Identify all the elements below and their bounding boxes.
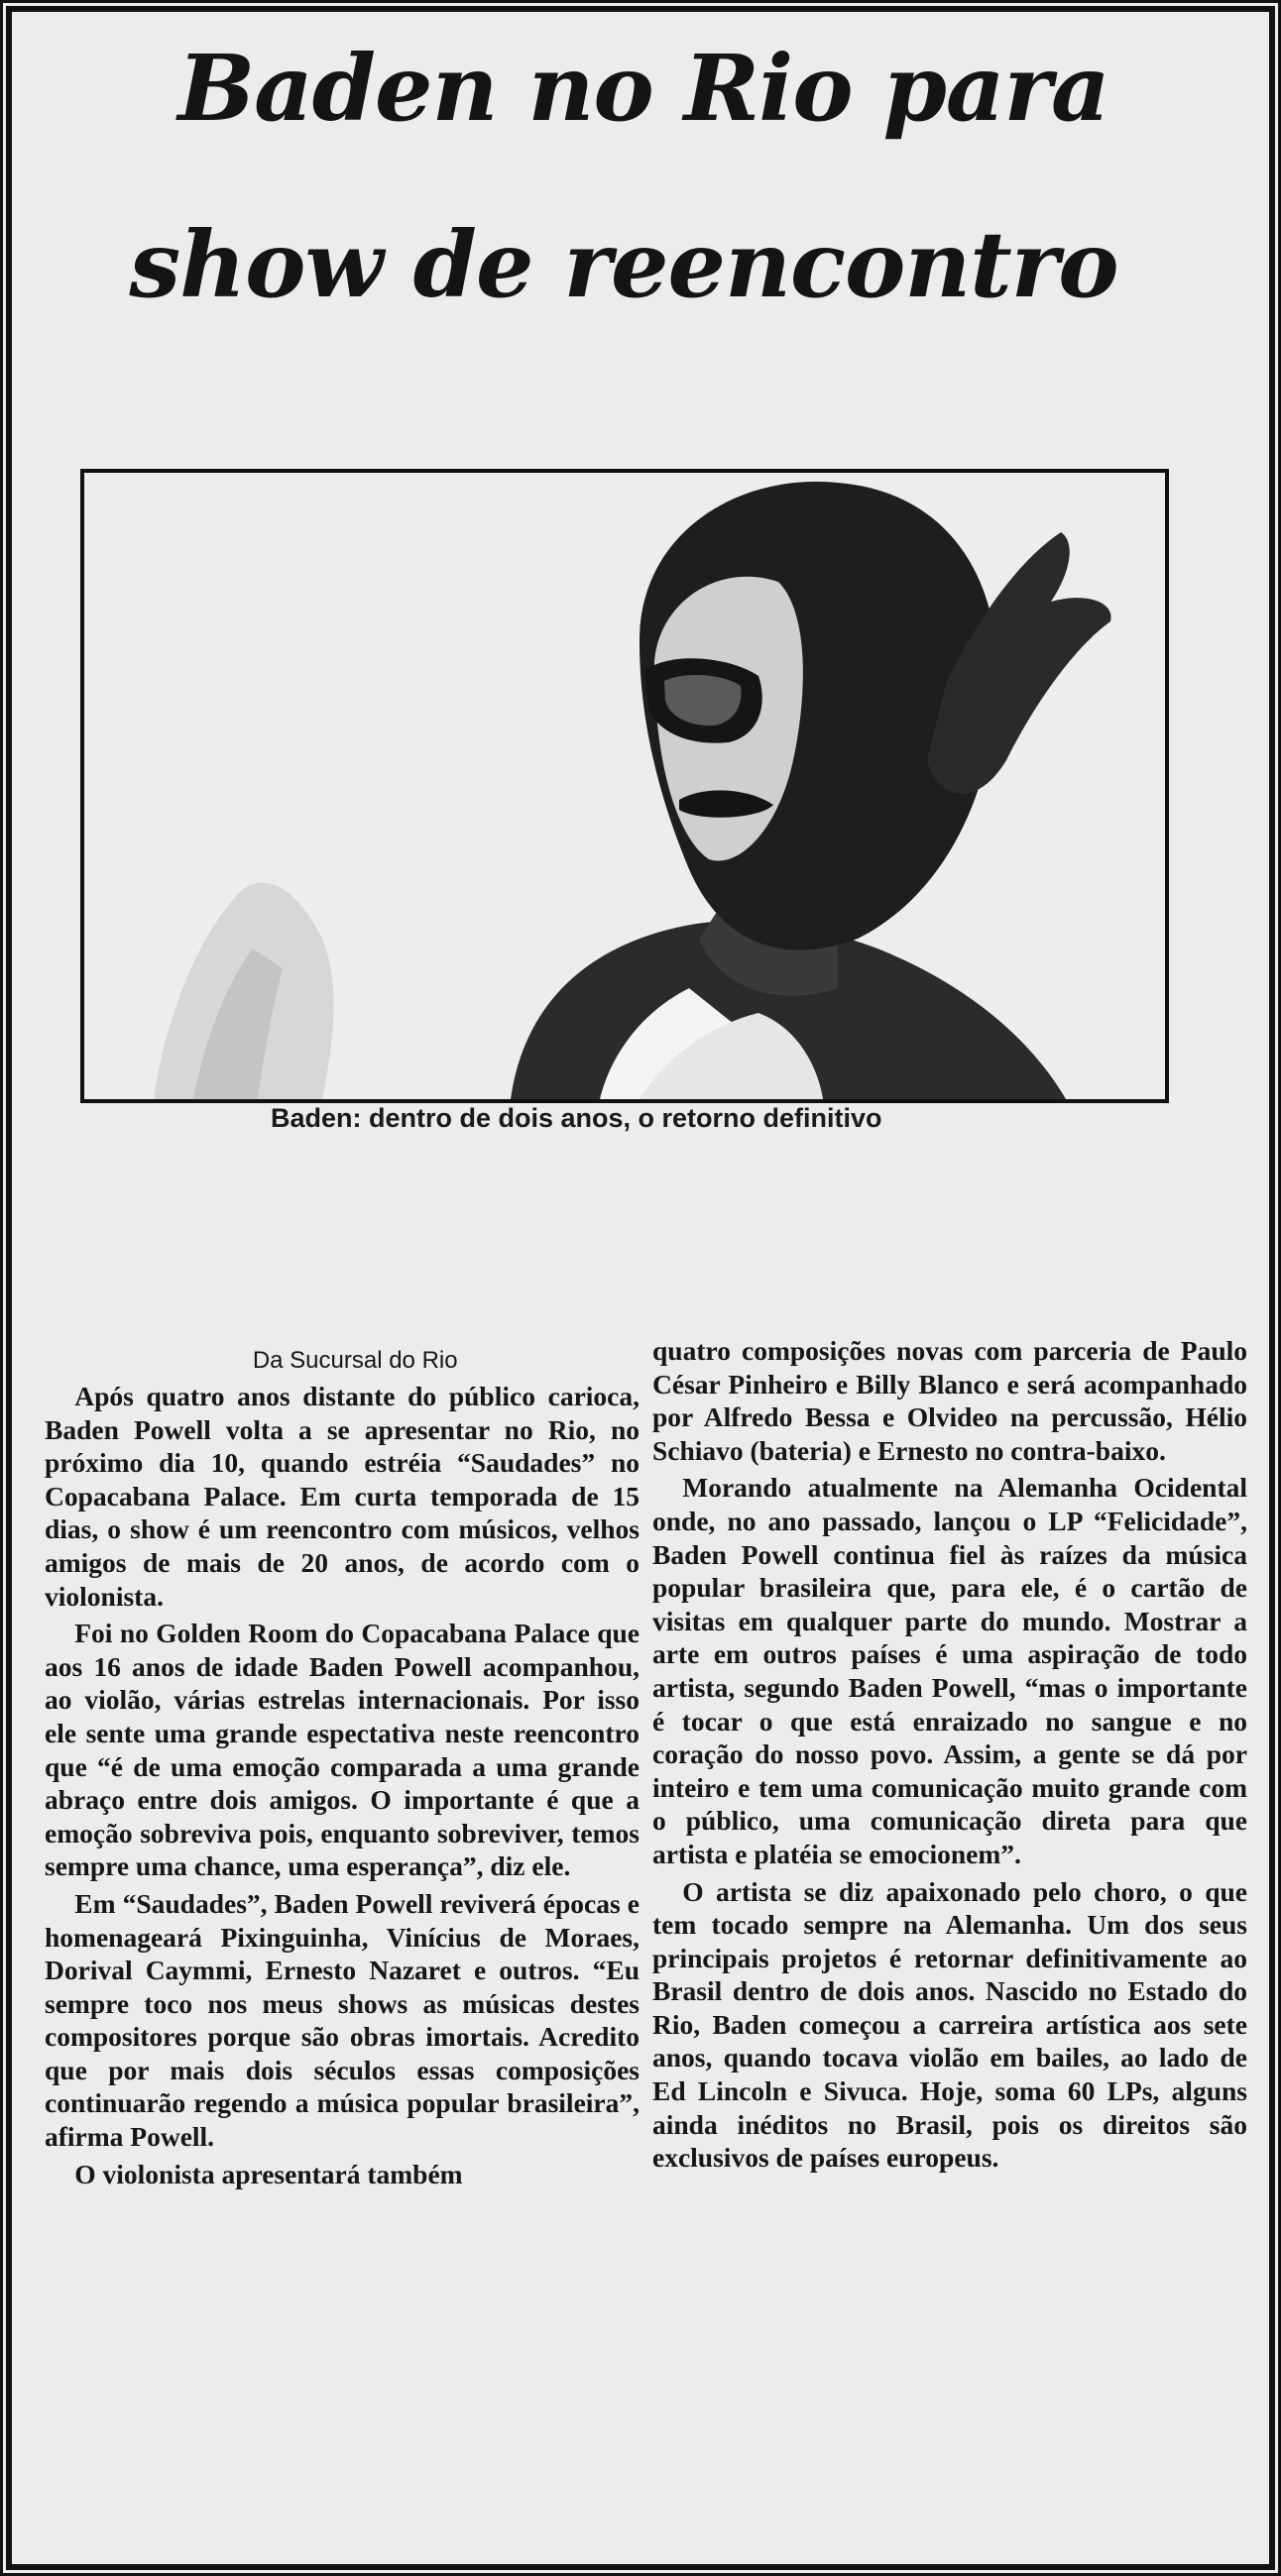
paragraph: O violonista apresentará também <box>74 2158 463 2189</box>
photo-caption: Baden: dentro de dois anos, o retorno definitivo <box>271 1103 882 1133</box>
article-photo <box>80 469 1169 1103</box>
paragraph: O artista se diz apaixonado pelo choro, o que tem tocado sempre na Alemanha. Um dos seus principais projetos é retornar definitivamente ao Brasil dentro de dois anos. Nascido no Estado do Rio, Baden começou a carreira artística aos sete anos, quando tocava violão em bailes, ao lado de Ed Lincoln e Sivuca. Hoje, soma 60 LPs, alguns ainda inéditos no Brasil, pois os direitos são exclusivos de países europeus. <box>652 1875 1247 2174</box>
paragraph: quatro composições novas com parceria de Paulo César Pinheiro e Billy Blanco e será acompanhado por Alfredo Bessa e Olvideo na percussão, Hélio Schiavo (bateria) e Ernesto no contra-baixo. <box>652 1335 1247 1466</box>
portrait-photo-icon <box>84 473 1165 1099</box>
paragraph: Foi no Golden Room do Copacabana Palace que aos 16 anos de idade Baden Powell acompanhou, ao violão, várias estrelas internacionais. Por isso ele sente uma grande espectativa neste reencontro que “é de uma emoção comparada a uma grande abraço entre dois amigos. O importante é que a emoção sobreviva pois, enquanto sobreviver, temos sempre uma chance, uma esperança”, diz ele. <box>45 1618 640 1882</box>
byline: Da Sucursal do Rio <box>252 1347 458 1374</box>
headline-line-1: Baden no Rio para <box>177 35 1109 142</box>
paragraph: Em “Saudades”, Baden Powell reviverá épocas e homenageará Pixinguinha, Vinícius de Moraes, Dorival Caymmi, Ernesto Nazaret e outros. “Eu sempre toco nos meus shows as músicas destes compositores porque são obras imortais. Acredito que por mais dois séculos essas composições continuarão regendo a música popular brasileira”, afirma Powell. <box>45 1887 640 2153</box>
article-column-left <box>45 1346 640 2194</box>
paragraph: Morando atualmente na Alemanha Ocidental onde, no ano passado, lançou o LP “Felicidade”, Baden Powell continua fiel às raízes da música popular brasileira que, para ele, é o cartão de visitas em qualquer parte do mundo. Mostrar a arte em outros países é uma aspiração de todo artista, segundo Baden Powell, “mas o importante é tocar o que está enraizado no sangue e no coração do nosso povo. Assim, a gente se dá por inteiro e tem uma comunicação muito grande com o público, uma comunicação direta para que artista e platéia se emocionem”. <box>652 1472 1247 1869</box>
paragraph: Após quatro anos distante do público carioca, Baden Powell volta a se apresentar no Rio, no próximo dia 10, quando estréia “Saudades” no Copacabana Palace. Em curta temporada de 15 dias, o show é um reencontro com músicos, velhos amigos de mais de 20 anos, de acordo com o violonista. <box>45 1381 640 1612</box>
article-column-right <box>652 1334 1247 2179</box>
headline-line-2: show de reencontro <box>129 211 1118 318</box>
